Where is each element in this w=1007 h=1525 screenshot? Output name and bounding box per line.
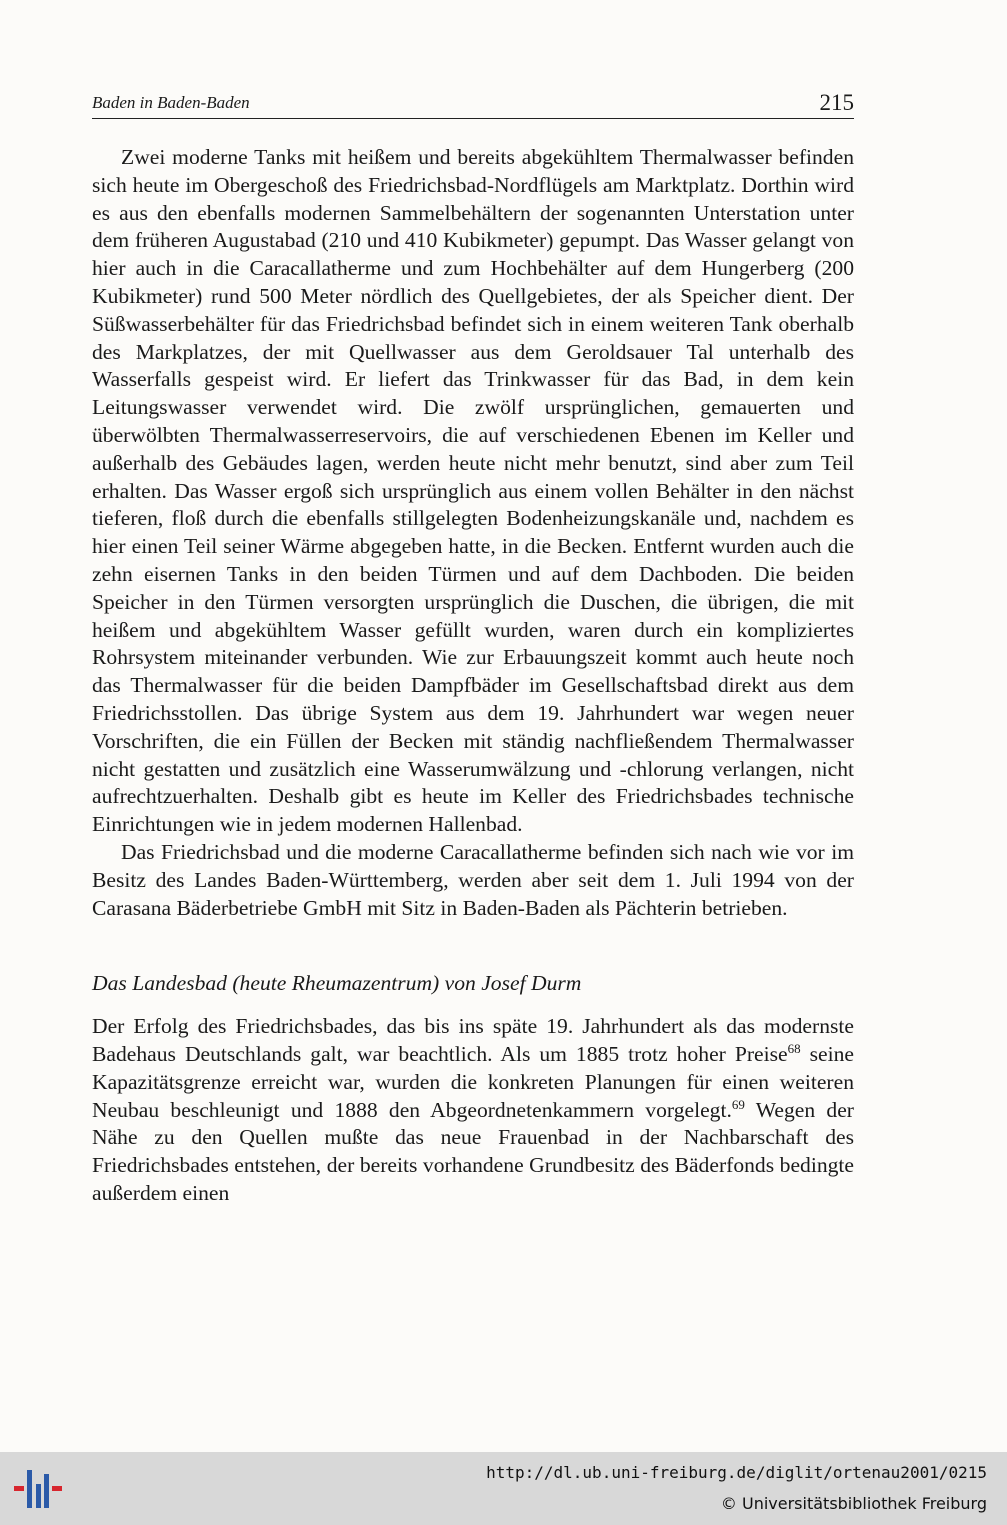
footer-copyright: © Universitätsbibliothek Freiburg: [720, 1494, 987, 1513]
body-text: [92, 144, 854, 1208]
footnote-ref-68[interactable]: 68: [787, 1040, 801, 1056]
logo-red-right-bar: [52, 1486, 62, 1491]
paragraph-3-part-b: seine Kapazitätsgrenze erreicht war, wurden die konkreten Planungen für einen weiteren Neubau beschleunigt und 1888 den Abgeordnetenkammern vorgelegt.: [92, 1041, 854, 1122]
footnote-ref-69[interactable]: 69: [731, 1096, 745, 1112]
page-number: 215: [819, 90, 854, 115]
paragraph-3: [92, 1013, 854, 1208]
paragraph-1: Zwei moderne Tanks mit heißem und bereits abgekühltem Thermalwasser befinden sich heute im Obergeschoß des Friedrichsbad-Nordflügels am Marktplatz. Dorthin wird es aus den ebenfalls modernen Sammelbehältern der sogenannten Unterstation unter dem früheren Augustabad (210 und 410 Kubikmeter) gepumpt. Das Wasser gelangt von hier auch in die Caracallatherme und zum Hochbehälter auf dem Hungerberg (200 Kubikmeter) rund 500 Meter nördlich des Quellgebietes, der als Speicher dient. Der Süßwasserbehälter für das Friedrichsbad befindet sich in einem weiteren Tank oberhalb des Markplatzes, der mit Quellwasser aus dem Geroldsauer Tal unterhalb des Wasserfalls gespeist wird. Er liefert das Trinkwasser für das Bad, in dem kein Leitungswasser verwendet wird. Die zwölf ursprünglichen, gemauerten und überwölbten Thermalwasserreservoirs, die auf verschiedenen Ebenen im Keller und außerhalb des Gebäudes lagen, werden heute nicht mehr benutzt, sind aber zum Teil erhalten. Das Wasser ergoß sich ursprünglich aus einem vollen Behälter in den nächst tieferen, floß durch die ebenfalls stillgelegten Bodenheizungskanäle und, nachdem es hier einen Teil seiner Wärme abgegeben hatte, in die Becken. Entfernt wurden auch die zehn eisernen Tanks in den beiden Türmen und auf dem Dachboden. Die beiden Speicher in den Türmen versorgten ursprünglich die Duschen, die übrigen, die mit heißem und abgekühltem Wasser gefüllt wurden, waren durch ein kompliziertes Rohrsystem miteinander verbunden. Wie zur Erbauungszeit kommt auch heute noch das Thermalwasser für die beiden Dampfbäder im Gesellschaftsbad direkt aus dem Friedrichsstollen. Das übrige System aus dem 19. Jahrhundert war wegen neuer Vorschriften, die ein Füllen der Becken mit ständig nachfließendem Thermalwasser nicht gestatten und zusätzlich eine Wasserumwälzung und -chlorung verlangen, nicht aufrechtzuerhalten. Deshalb gibt es heute im Keller des Friedrichsbades technische Einrichtungen wie in jedem modernen Hallenbad.: [92, 145, 854, 837]
logo-red-left-bar: [14, 1486, 24, 1491]
logo-blue-bar-1: [27, 1470, 32, 1508]
logo-blue-bar-3: [44, 1474, 49, 1508]
footer-url-link[interactable]: http://dl.ub.uni-freiburg.de/diglit/ortenau2001/0215: [486, 1463, 987, 1482]
running-header: [92, 88, 854, 119]
running-title: Baden in Baden-Baden: [92, 93, 250, 112]
paragraph-2: Das Friedrichsbad und die moderne Caracallatherme befinden sich nach wie vor im Besitz des Landes Baden-Württemberg, werden aber seit dem 1. Juli 1994 von der Carasana Bäderbetriebe GmbH mit Sitz in Baden-Baden als Pächterin betrieben.: [92, 839, 854, 920]
footer-bar: [0, 1452, 1007, 1525]
paragraph-3-part-a: Der Erfolg des Friedrichsbades, das bis ins späte 19. Jahrhundert als das modernste Badehaus Deutschlands galt, war beachtlich. Als um 1885 trotz hoher Preise: [92, 1014, 854, 1066]
section-heading: Das Landesbad (heute Rheumazentrum) von Josef Durm: [92, 971, 582, 996]
paragraph-3-part-c: Wegen der Nähe zu den Quellen mußte das neue Frauenbad in der Nachbarschaft des Friedrichsbades entstehen, der bereits vorhandene Grundbesitz des Bäderfonds bedingte außerdem einen: [92, 1097, 854, 1205]
ub-freiburg-logo-icon: [12, 1466, 64, 1512]
logo-blue-bar-2: [36, 1484, 41, 1508]
